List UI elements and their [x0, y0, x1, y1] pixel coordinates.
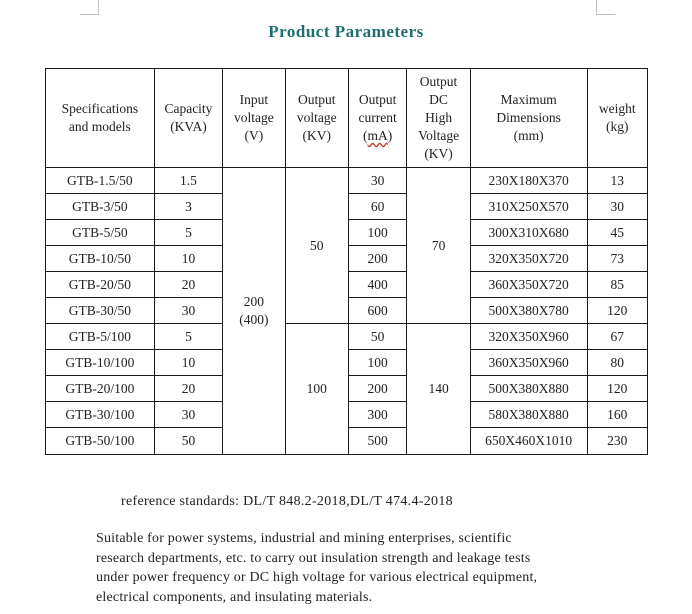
header-weight: weight (kg)	[587, 69, 647, 168]
cell-capacity: 10	[154, 350, 222, 376]
page-corner-mark-right	[596, 0, 615, 15]
cell-dc-voltage-group1: 70	[407, 168, 470, 324]
header-dimensions: Maximum Dimensions (mm)	[470, 69, 587, 168]
product-description	[96, 529, 616, 607]
cell-output-voltage-group1: 50	[285, 168, 348, 324]
cell-current: 30	[348, 168, 406, 194]
description-line: under power frequency or DC high voltage for various electrical equipment,	[96, 570, 538, 585]
cell-capacity: 50	[154, 428, 222, 455]
cell-dimensions: 320X350X960	[470, 324, 587, 350]
cell-dimensions: 580X380X880	[470, 402, 587, 428]
cell-current: 50	[348, 324, 406, 350]
cell-current: 300	[348, 402, 406, 428]
header-spec: Specifications and models	[46, 69, 155, 168]
cell-weight: 13	[587, 168, 647, 194]
parameters-table	[45, 68, 648, 455]
cell-current: 60	[348, 194, 406, 220]
cell-weight: 73	[587, 246, 647, 272]
table-row	[46, 168, 648, 194]
cell-capacity: 10	[154, 246, 222, 272]
cell-model: GTB-5/50	[46, 220, 155, 246]
description-line: electrical components, and insulating materials.	[96, 589, 373, 605]
cell-input-voltage-merged: 200 (400)	[223, 168, 285, 455]
description-line: research departments, etc. to carry out insulation strength and leakage tests	[96, 550, 531, 566]
cell-weight: 30	[587, 194, 647, 220]
cell-dimensions: 360X350X960	[470, 350, 587, 376]
cell-model: GTB-20/100	[46, 376, 155, 402]
cell-output-voltage-group2: 100	[285, 324, 348, 455]
cell-dimensions: 650X460X1010	[470, 428, 587, 455]
cell-weight: 85	[587, 272, 647, 298]
cell-capacity: 30	[154, 402, 222, 428]
cell-weight: 120	[587, 376, 647, 402]
cell-capacity: 30	[154, 298, 222, 324]
header-input-voltage: Input voltage (V)	[223, 69, 285, 168]
page-corner-mark-left	[80, 0, 99, 15]
table-header-row	[46, 69, 648, 168]
cell-current: 100	[348, 350, 406, 376]
page-title: Product Parameters	[268, 22, 424, 41]
cell-current: 500	[348, 428, 406, 455]
cell-dimensions: 500X380X880	[470, 376, 587, 402]
header-output-voltage: Output voltage (KV)	[285, 69, 348, 168]
cell-capacity: 5	[154, 324, 222, 350]
cell-model: GTB-10/50	[46, 246, 155, 272]
spellcheck-underlined-unit: mA	[367, 128, 388, 143]
cell-dc-voltage-group2: 140	[407, 324, 470, 455]
cell-weight: 45	[587, 220, 647, 246]
cell-capacity: 3	[154, 194, 222, 220]
header-output-current: Output current (mA)	[348, 69, 406, 168]
cell-capacity: 20	[154, 272, 222, 298]
cell-dimensions: 320X350X720	[470, 246, 587, 272]
cell-model: GTB-5/100	[46, 324, 155, 350]
cell-weight: 120	[587, 298, 647, 324]
cell-weight: 80	[587, 350, 647, 376]
output-current-unit: (mA)	[363, 128, 393, 143]
cell-model: GTB-50/100	[46, 428, 155, 455]
description-line: Suitable for power systems, industrial and mining enterprises, scientific	[96, 531, 512, 546]
cell-model: GTB-3/50	[46, 194, 155, 220]
cell-current: 200	[348, 246, 406, 272]
cell-model: GTB-30/100	[46, 402, 155, 428]
cell-model: GTB-10/100	[46, 350, 155, 376]
cell-current: 600	[348, 298, 406, 324]
cell-dimensions: 500X380X780	[470, 298, 587, 324]
cell-weight: 160	[587, 402, 647, 428]
header-output-dc-voltage: Output DC High Voltage (KV)	[407, 69, 470, 168]
cell-capacity: 1.5	[154, 168, 222, 194]
cell-model: GTB-1.5/50	[46, 168, 155, 194]
cell-dimensions: 360X350X720	[470, 272, 587, 298]
cell-current: 100	[348, 220, 406, 246]
cell-capacity: 5	[154, 220, 222, 246]
header-capacity: Capacity (KVA)	[154, 69, 222, 168]
cell-dimensions: 300X310X680	[470, 220, 587, 246]
cell-weight: 67	[587, 324, 647, 350]
cell-model: GTB-30/50	[46, 298, 155, 324]
cell-dimensions: 230X180X370	[470, 168, 587, 194]
cell-model: GTB-20/50	[46, 272, 155, 298]
cell-current: 400	[348, 272, 406, 298]
cell-current: 200	[348, 376, 406, 402]
cell-dimensions: 310X250X570	[470, 194, 587, 220]
cell-weight: 230	[587, 428, 647, 455]
cell-capacity: 20	[154, 376, 222, 402]
table-row	[46, 324, 648, 350]
reference-standards: reference standards: DL/T 848.2-2018,DL/T 474.4-2018	[121, 494, 453, 509]
